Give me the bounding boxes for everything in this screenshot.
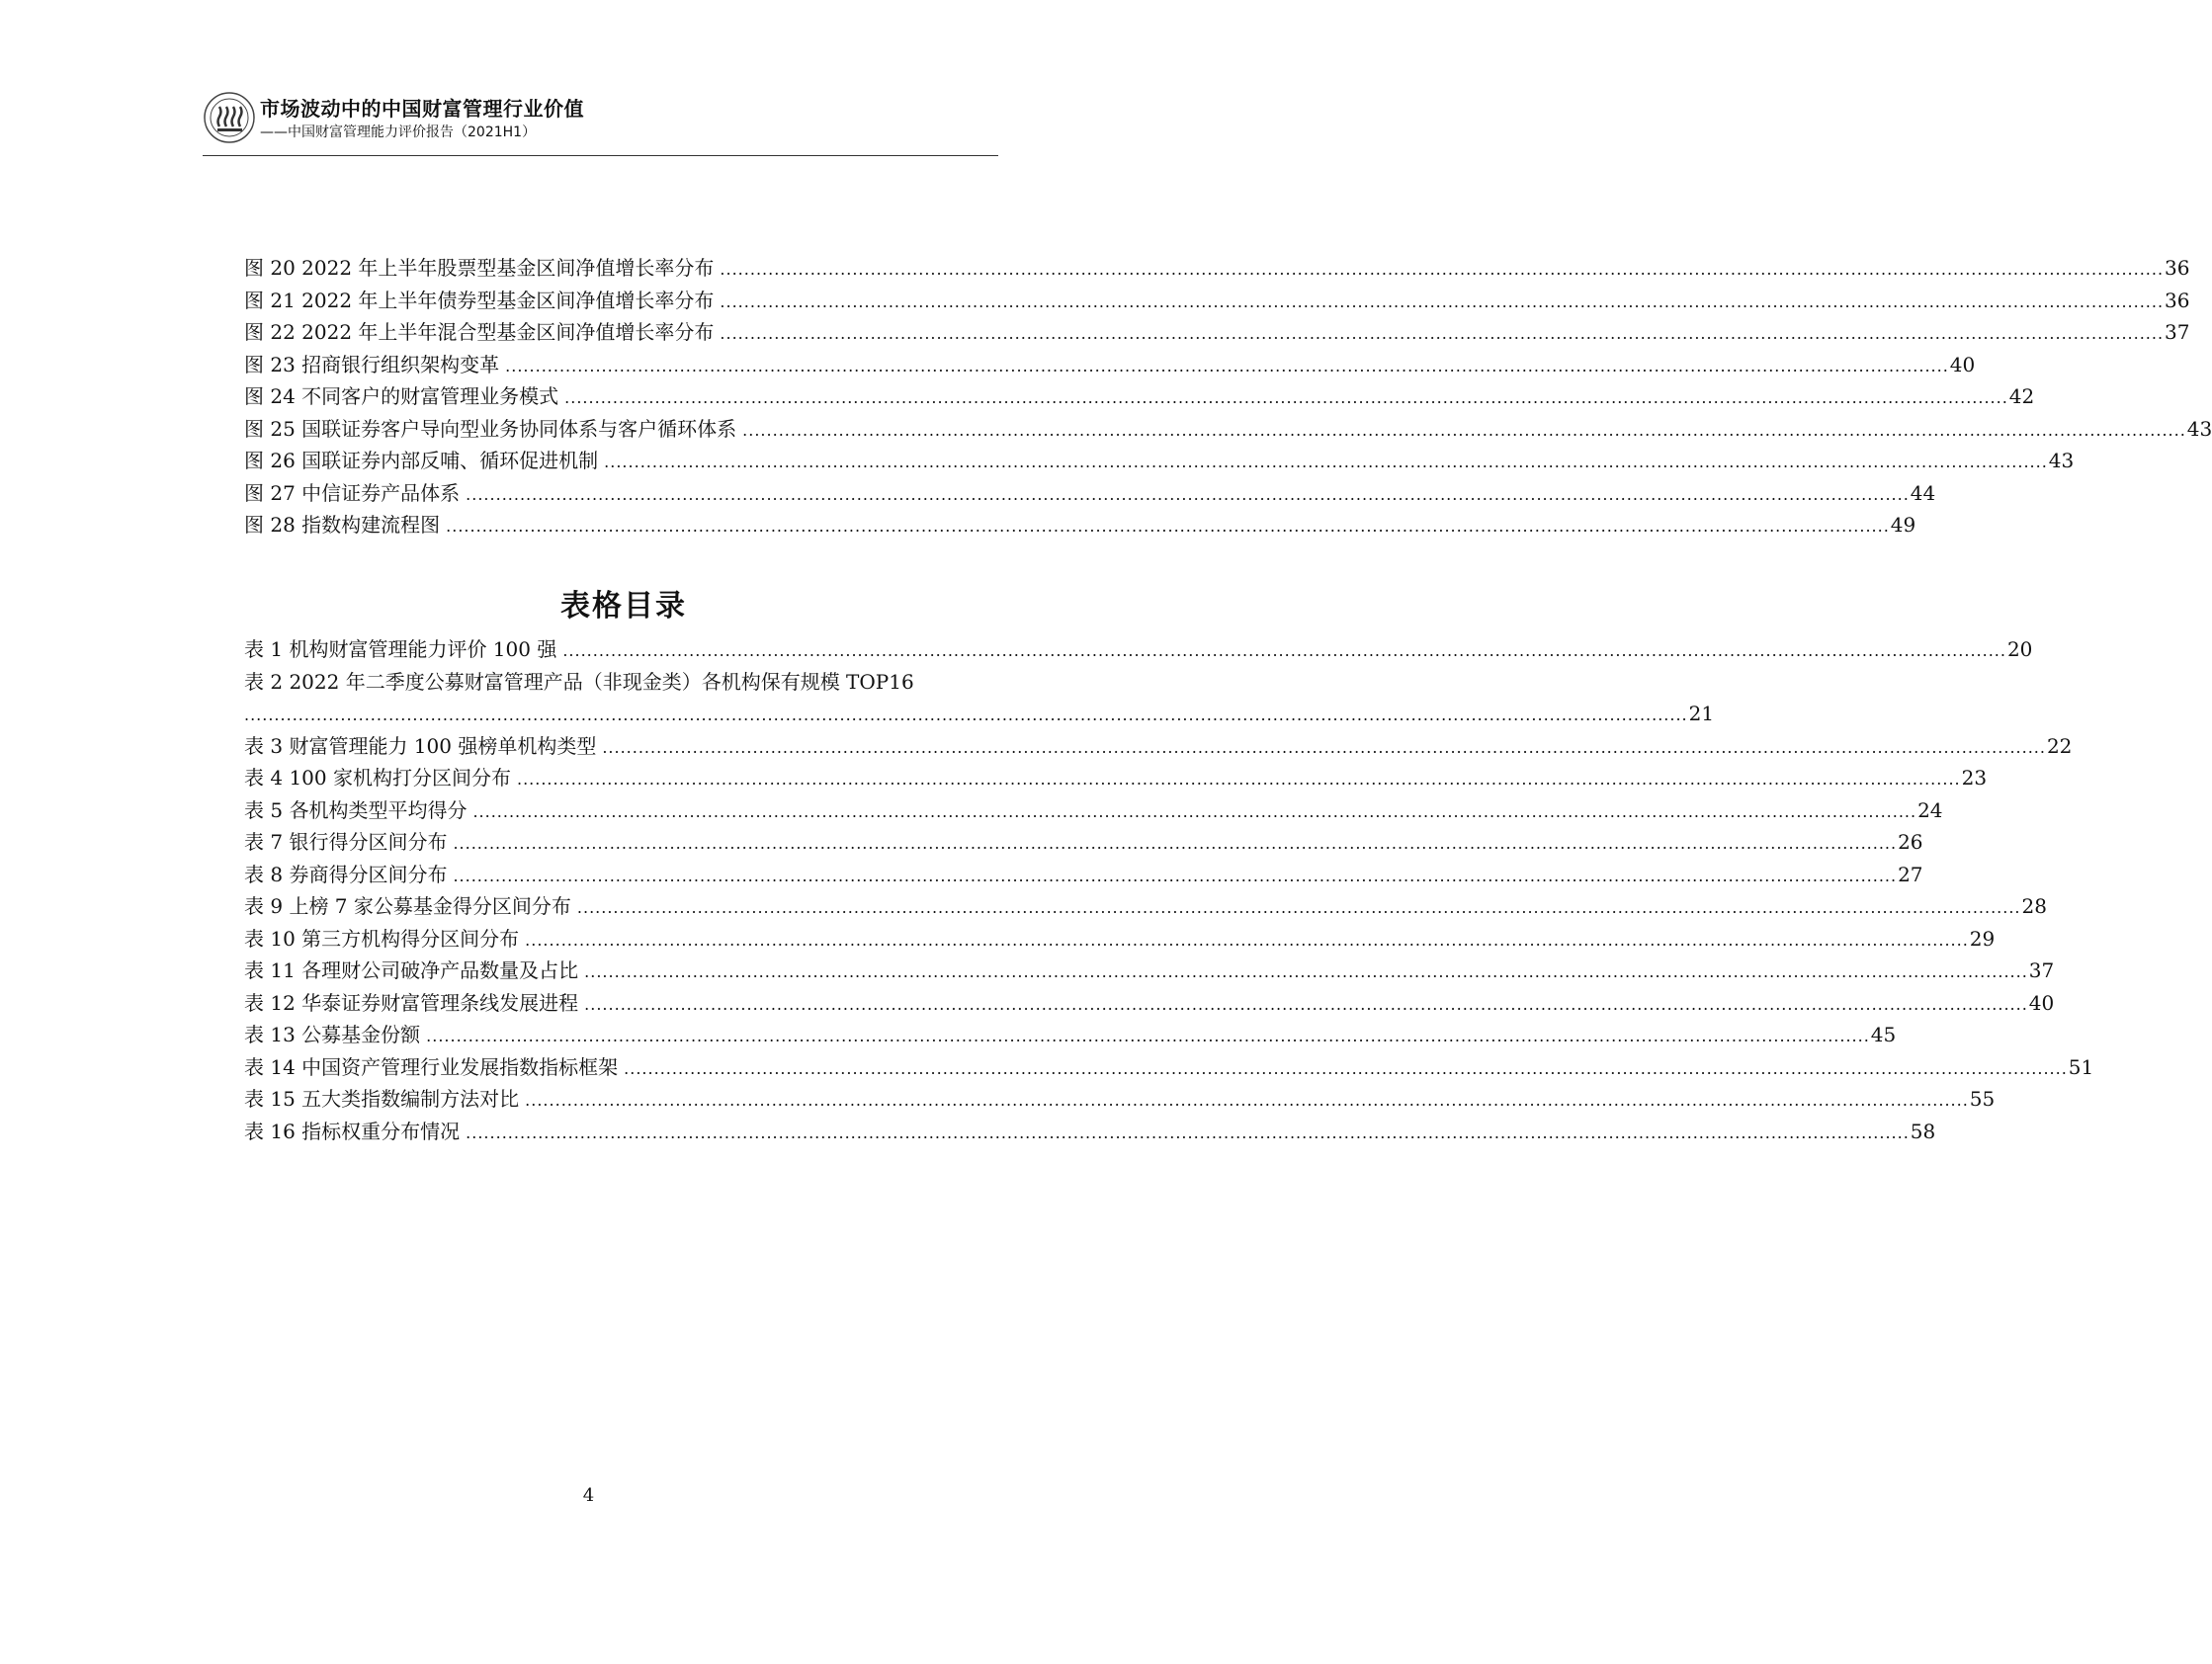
toc-entry-title: 表 16 指标权重分布情况 <box>244 1119 461 1143</box>
toc-entry-page: 44 <box>1910 480 1936 505</box>
toc-entry[interactable] <box>244 285 2190 317</box>
toc-entry[interactable] <box>244 380 2035 413</box>
toc-entry-page: 40 <box>1949 352 1976 376</box>
toc-entry-title: 表 8 券商得分区间分布 <box>244 862 448 886</box>
dot-leader: ................................................................................................................................................................................................................................................ <box>576 898 2021 917</box>
toc-entry-title: 表 1 机构财富管理能力评价 100 强 <box>244 637 557 661</box>
toc-entry-title: 图 27 中信证券产品体系 <box>244 480 461 505</box>
dot-leader: ................................................................................................................................................................................................................................................ <box>505 356 1949 375</box>
toc-entry-title: 图 24 不同客户的财富管理业务模式 <box>244 384 559 408</box>
toc-entry-page: 24 <box>1917 797 1943 822</box>
page-number: 4 <box>582 1485 595 1506</box>
toc-entry[interactable] <box>244 349 1976 381</box>
dot-leader: ................................................................................................................................................................................................................................................ <box>466 484 1910 504</box>
toc-entry[interactable] <box>244 413 2212 446</box>
toc-entry[interactable] <box>244 445 2075 477</box>
header-title: 市场波动中的中国财富管理行业价值 <box>260 97 584 121</box>
toc-entry-page: 51 <box>2068 1054 2094 1079</box>
toc-entry[interactable] <box>244 477 1936 510</box>
toc-entry[interactable] <box>244 826 1923 859</box>
toc-entry-title: 表 7 银行得分区间分布 <box>244 830 448 854</box>
toc-entry-title: 图 22 2022 年上半年混合型基金区间净值增长率分布 <box>244 320 715 344</box>
toc-entry-title: 图 21 2022 年上半年债券型基金区间净值增长率分布 <box>244 288 715 312</box>
dot-leader: ................................................................................................................................................................................................................................................ <box>584 962 2028 981</box>
toc-entry[interactable] <box>244 859 1923 891</box>
toc-entry-page: 43 <box>2186 416 2212 441</box>
toc-entry-page: 28 <box>2021 894 2047 918</box>
dot-leader: ................................................................................................................................................................................................................................................ <box>720 260 2165 279</box>
toc-entry[interactable] <box>244 890 2047 923</box>
toc-entry-page: 49 <box>1890 513 1916 537</box>
university-seal-logo <box>203 91 256 144</box>
toc-entry-title: 图 23 招商银行组织架构变革 <box>244 352 500 376</box>
toc-entry-title: 图 20 2022 年上半年股票型基金区间净值增长率分布 <box>244 256 715 280</box>
dot-leader: ................................................................................................................................................................................................................................................ <box>453 834 1898 853</box>
toc-entry-title: 表 4 100 家机构打分区间分布 <box>244 766 511 790</box>
toc-entry-title: 表 5 各机构类型平均得分 <box>244 797 468 822</box>
toc-entry-title: 表 11 各理财公司破净产品数量及占比 <box>244 958 579 982</box>
toc-entry-title: 图 25 国联证券客户导向型业务协同体系与客户循环体系 <box>244 416 737 441</box>
toc-entry[interactable] <box>244 923 1996 956</box>
toc-entry-title: 表 3 财富管理能力 100 强榜单机构类型 <box>244 733 597 758</box>
toc-entry[interactable] <box>244 1019 1897 1051</box>
dot-leader: ................................................................................................................................................................................................................................................ <box>564 388 2008 407</box>
dot-leader: ................................................................................................................................................................................................................................................ <box>562 641 2006 660</box>
toc-entry-page: 21 <box>1688 702 1715 725</box>
toc-entry[interactable] <box>244 730 2073 763</box>
dot-leader: ................................................................................................................................................................................................................................................ <box>742 420 2186 440</box>
dot-leader: ................................................................................................................................................................................................................................................ <box>466 1123 1910 1142</box>
toc-entry-page: 55 <box>1969 1087 1996 1111</box>
dot-leader: ................................................................................................................................................................................................................................................ <box>720 291 2165 311</box>
toc-entry-page: 23 <box>1961 766 1988 790</box>
page-header <box>203 85 998 156</box>
toc-entry[interactable] <box>244 762 1988 794</box>
toc-entry-title: 图 28 指数构建流程图 <box>244 513 441 537</box>
toc-entry-title: 表 13 公募基金份额 <box>244 1023 421 1046</box>
dot-leader: ................................................................................................................................................................................................................................................ <box>602 737 2046 757</box>
toc-entry[interactable] <box>244 633 2033 666</box>
toc-entry[interactable] <box>244 794 1943 827</box>
toc-entry-title: 表 10 第三方机构得分区间分布 <box>244 926 520 951</box>
toc-entry-title: 表 2 2022 年二季度公募财富管理产品（非现金类）各机构保有规模 TOP16 <box>244 669 914 694</box>
dot-leader: ................................................................................................................................................................................................................................................ <box>516 770 1961 789</box>
dot-leader: ................................................................................................................................................................................................................................................ <box>720 324 2165 343</box>
toc-entry-wrapped[interactable] <box>244 666 1003 699</box>
dot-leader: ................................................................................................................................................................................................................................................ <box>624 1058 2068 1078</box>
toc-entry-page: 29 <box>1969 926 1996 951</box>
toc-entry[interactable] <box>244 1083 1996 1116</box>
dot-leader: ................................................................................................................................................................................................................................................ <box>525 930 1969 950</box>
dot-leader: ................................................................................................................................................................................................................................................ <box>472 801 1917 821</box>
toc-entry[interactable] <box>244 316 2190 349</box>
toc-entry[interactable] <box>244 955 2055 987</box>
dot-leader: ................................................................................................................................................................................................................................................ <box>604 453 2048 471</box>
toc-entry-title: 表 12 华泰证券财富管理条线发展进程 <box>244 990 579 1015</box>
toc-entry-page: 40 <box>2028 990 2055 1015</box>
toc-entry-page: 42 <box>2008 384 2035 408</box>
toc-entry-page: 58 <box>1910 1119 1936 1143</box>
toc-entry-page: 22 <box>2046 733 2073 758</box>
toc-entry[interactable] <box>244 1116 1936 1148</box>
dot-leader: ................................................................................................................................................................................................................................................ <box>244 706 1688 724</box>
toc-entry-title: 表 15 五大类指数编制方法对比 <box>244 1087 520 1111</box>
toc-entry-page: 43 <box>2048 449 2075 472</box>
toc-entry-page: 26 <box>1898 830 1923 854</box>
dot-leader: ................................................................................................................................................................................................................................................ <box>584 994 2028 1014</box>
dot-leader: ................................................................................................................................................................................................................................................ <box>525 1091 1969 1110</box>
table-list <box>244 633 2094 1147</box>
toc-entry[interactable] <box>244 1051 2094 1084</box>
header-divider <box>203 155 998 156</box>
toc-entry-page: 36 <box>2165 256 2190 280</box>
toc-entry-page: 37 <box>2028 958 2055 982</box>
toc-entry-page: 36 <box>2165 288 2190 312</box>
toc-entry[interactable] <box>244 509 1916 541</box>
toc-entry-page: 27 <box>1898 862 1923 886</box>
toc-entry-continuation[interactable] <box>244 698 1715 730</box>
toc-entry-page: 45 <box>1870 1023 1897 1046</box>
dot-leader: ................................................................................................................................................................................................................................................ <box>446 517 1890 536</box>
dot-leader: ................................................................................................................................................................................................................................................ <box>453 866 1898 885</box>
toc-entry[interactable] <box>244 987 2055 1020</box>
toc-entry-title: 表 9 上榜 7 家公募基金得分区间分布 <box>244 894 571 918</box>
dot-leader: ................................................................................................................................................................................................................................................ <box>426 1027 1870 1045</box>
toc-entry-title: 图 26 国联证券内部反哺、循环促进机制 <box>244 449 599 472</box>
toc-entry[interactable] <box>244 252 2190 285</box>
figure-list <box>244 252 2212 541</box>
header-subtitle: ——中国财富管理能力评价报告（2021H1） <box>260 125 537 140</box>
tables-heading: 表格目录 <box>560 589 687 624</box>
toc-entry-page: 20 <box>2006 637 2033 661</box>
toc-entry-page: 37 <box>2165 320 2190 344</box>
toc-entry-title: 表 14 中国资产管理行业发展指数指标框架 <box>244 1054 619 1079</box>
